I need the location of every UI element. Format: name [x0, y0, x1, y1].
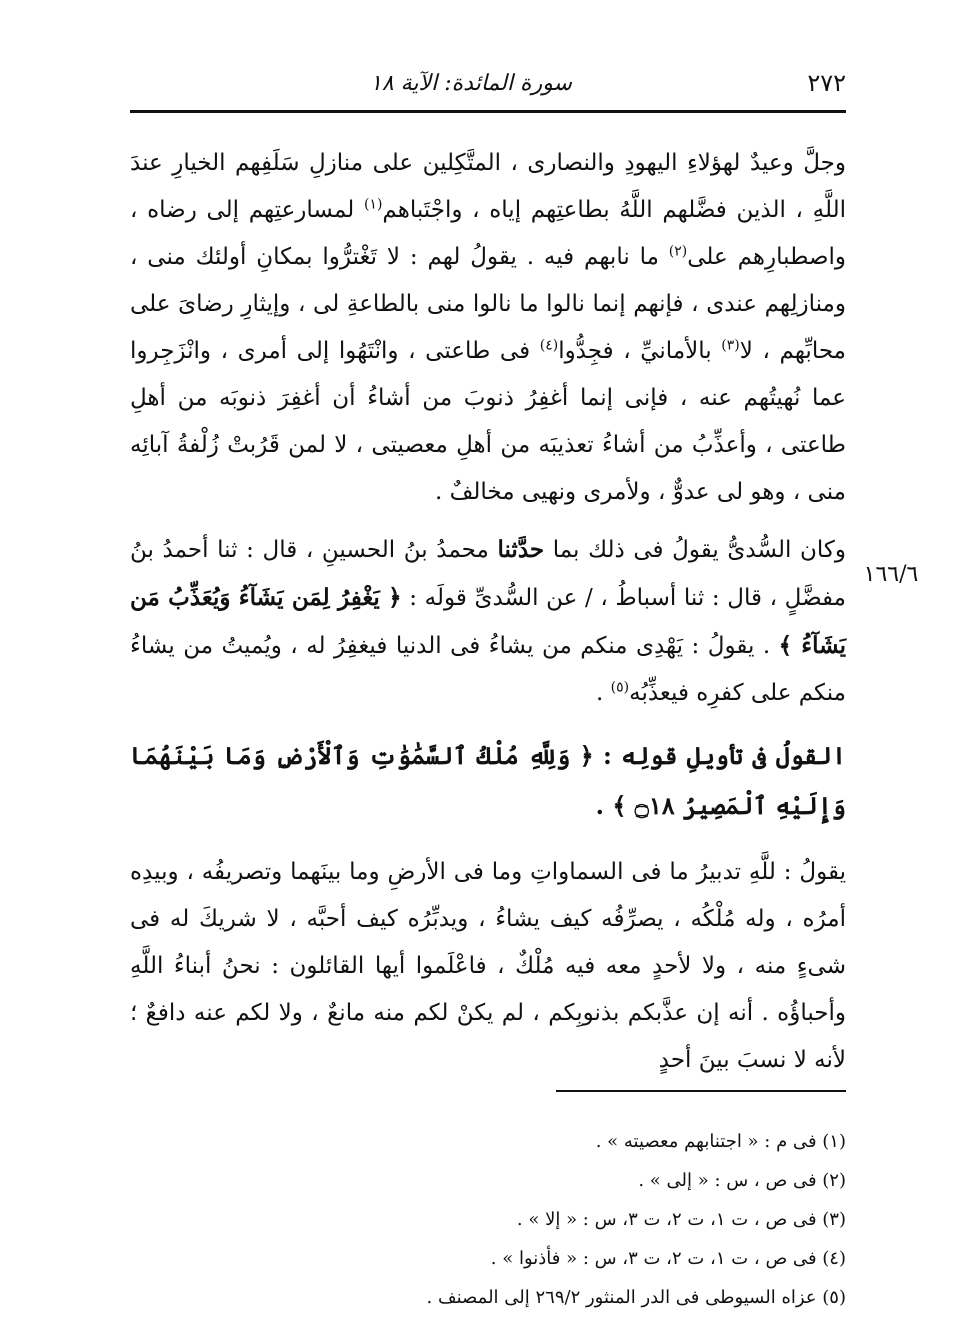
text-run: . [595, 791, 613, 820]
text-run: . [596, 680, 611, 706]
heading-label: القولُ فى تأويلِ قولِه : [593, 741, 847, 770]
footnote-5: (٥) عزاه السيوطى فى الدر المنثور ٢٦٩/٢ إلى المصنف . [426, 1287, 846, 1308]
text-run: وكان السُّدىُّ يقولُ فى ذلك بما [544, 537, 846, 563]
footnote-marker-1: (١) [363, 196, 383, 213]
footnote-2: (٢) فى ص ، س : « إلى » . [638, 1170, 846, 1191]
section-heading [130, 731, 846, 831]
paragraph-1 [130, 140, 846, 516]
text-run: وجلَّ وعيدٌ لهؤلاءِ اليهودِ والنصارى ، المتَّكِلين على منازلِ سَلَفِهم الخيارِ عندَ اللَّهِ ، الذين فضَّلهم اللَّهُ بطاعتِهم إياه ، واجْتَباهم [130, 150, 846, 223]
paragraph-3 [130, 849, 846, 1084]
bold-term: حدَّثنا [497, 536, 545, 563]
running-title: سورة المائدة: الآية ١٨ [370, 70, 572, 96]
footnote-4: (٤) فى ص ، ت ١، ت ٢، ت ٣، س : « فأذنوا » . [490, 1248, 846, 1269]
text-run: . يقولُ : يَهْدِى منكم من يشاءُ فى الدنيا فيغفِرُ له ، ويُميتُ من يشاءُ منكم على كفرِه فيعذِّبُه [130, 633, 846, 706]
text-run: بالأمانيِّ ، فجِدُّوا [558, 338, 722, 364]
page-header [130, 60, 846, 106]
paragraph-2 [130, 526, 846, 717]
footnote-3: (٣) فى ص ، ت ١، ت ٢، ت ٣، س : « إلا » . [516, 1209, 846, 1230]
footnote-marker-2: (٢) [668, 243, 688, 260]
footnote-marker-5: (٥) [610, 679, 630, 696]
footnote-1: (١) فى م : « اجتنابهم معصيته » . [595, 1131, 846, 1152]
quran-verse: ﴿ وَلِلَّهِ مُلْكُ ٱلسَّمَٰوَٰتِ وَٱلْأَرْضِ وَمَا بَيْنَهُمَا وَإِلَيْهِ ٱلْمَصِيرُ ۝١٨ ﴾ [130, 741, 846, 820]
footnote-rule [556, 1090, 846, 1092]
text-run: محمدُ بنُ الحسينِ ، قال : ثنا أحمدُ بنُ مفضَّلٍ ، قال : ثنا أسباطُ ، / عن السُّدىِّ قولَه : [130, 537, 846, 611]
page-number: ٢٧٢ [807, 69, 846, 97]
main-text [130, 140, 846, 1084]
margin-reference: ١٦٦/٦ [863, 562, 919, 587]
header-rule [130, 110, 846, 113]
text-run: ما نابهم فيه . يقولُ لهم : لا تَغْترُّوا بمكانِ أولئك منى ، ومنازلِهم عندى ، فإنهم إنما نالوا ما نالوا منى بالطاعةِ لى ، وإيثارِ رضاىَ على محابِّهم ، لا [130, 244, 846, 364]
text-run: لمسارعتِهم إلى رضاه ، واصطبارِهم على [130, 197, 846, 270]
text-run: يقولُ : للَّهِ تدبيرُ ما فى السماواتِ وما فى الأرضِ وما بينَهما وتصريفُه ، وبيدِه أمرُه ، وله مُلْكُه ، يصرِّفُه كيف يشاءُ ، ويدبِّرُه كيف أحبَّه ، لا شريكَ له فى شىءٍ منه ، ولا لأحدٍ معه فيه مُلْكٌ ، فاعْلَموا أيها القائلون : نحنُ أبناءُ اللَّهِ وأحباؤُه . أنه إن عذَّبكم بذنوبِكم ، لم يكنْ لكم منه مانعٌ ، ولا لكم عنه دافعٌ ؛ لأنه لا نسبَ بينَ أحدٍ [130, 859, 846, 1073]
quran-quote: ﴿ يَغْفِرُ لِمَن يَشَآءُ وَيُعَذِّبُ مَن يَشَآءُ ﴾ [130, 584, 846, 659]
footnotes [130, 1122, 846, 1317]
footnote-marker-4: (٤) [539, 337, 559, 354]
text-run: فى طاعتى ، وانْتَهُوا إلى أمرى ، وانْزَجِروا عما نُهيتُهم عنه ، فإنى إنما أغفِرُ ذنوبَ من أشاءُ أن أغفِرَ ذنوبَه من أهلِ طاعتى ، وأعذِّبُ من أشاءُ تعذيبَه من أهلِ معصيتى ، لا لمن قَرُبتْ زُلْفةُ آبائِه منى ، وهو لى عدوٌّ ، ولأمرى ونهيى مخالفٌ . [130, 338, 846, 505]
footnote-marker-3: (٣) [721, 337, 740, 354]
